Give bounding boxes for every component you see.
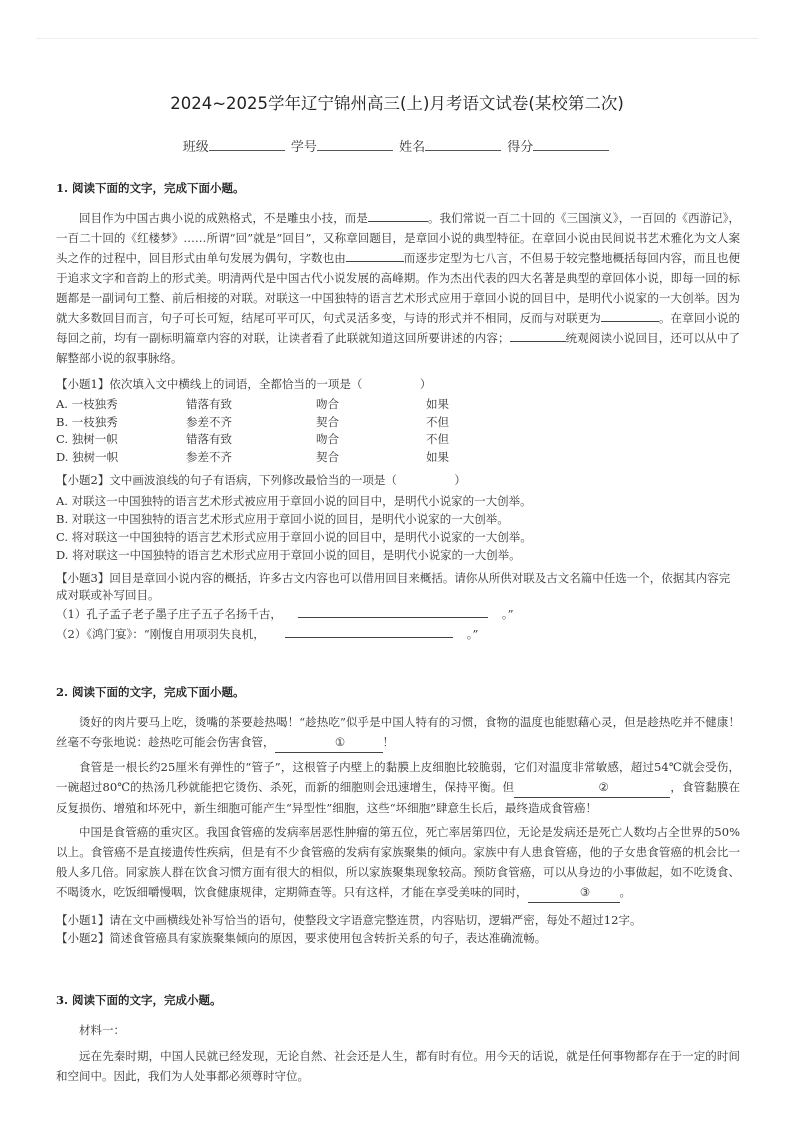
question-2-heading: 2. 阅读下面的文字，完成下面小题。	[56, 685, 245, 699]
score-blank[interactable]	[533, 138, 609, 151]
blank-3[interactable]: ③	[528, 882, 620, 903]
subquestion-2-1: 【小题1】请在文中画横线处补写恰当的语句，使整段文字语意完整连贯，内容贴切，逻辑严密，每处不超过12字。	[56, 913, 642, 927]
blank-4[interactable]	[510, 328, 566, 342]
option-a[interactable]: A. 一枝独秀 错落有致 吻合 如果	[56, 397, 449, 411]
top-divider	[36, 38, 758, 39]
subquestion-1-1: 【小题1】依次填入文中横线上的词语，全都恰当的一项是（ ）	[56, 377, 432, 391]
material-1-label: 材料一：	[79, 1023, 125, 1037]
question-1	[56, 180, 740, 644]
name-blank[interactable]	[425, 138, 501, 151]
class-blank[interactable]	[209, 138, 285, 151]
blank-3[interactable]	[601, 308, 659, 322]
name-label: 姓名	[399, 140, 426, 155]
option-d[interactable]: D. 将对联这一中国独特的语言艺术形式应用于章回小说的回目，是明代小说家的一大创举。	[56, 548, 521, 562]
blank-1[interactable]	[368, 208, 428, 222]
couplet-answer-2[interactable]	[285, 624, 453, 638]
option-b[interactable]: B. 对联这一中国独特的语言艺术形式应用于章回小说的回目，是明代小说家的一大创举。	[56, 512, 509, 526]
material-1-paragraph-1: 远在先秦时期，中国人民就已经发现，无论自然、社会还是人生，都有时有位。用今天的话说，就是任何事物都存在于一定的时间和空间中。因此，我们为人处事都必须尊时守位。	[56, 1049, 740, 1083]
question-2-paragraph-2: 食管是一根长约25厘米有弹性的“管子”，这根管子内壁上的黏膜上皮细胞比较脆弱，它们对温度非常敏感，超过54℃就会受伤，一碗超过80℃的热汤几秒就能把它烫伤、杀死，而新的细胞则会迅速增生，保持平衡。但 ② ，食管黏膜在反复损伤、增殖和坏死中，新生细胞可能产生“异型性”细胞，这些“坏细胞”肆意生长后，最终造成食管癌！	[56, 760, 741, 815]
subquestion-2-2: 【小题2】简述食管癌具有家族聚集倾向的原因，要求使用包含转折关系的句子，表达准确流畅。	[56, 931, 547, 945]
blank-2[interactable]	[346, 248, 404, 262]
option-c[interactable]: C. 将对联这一中国独特的语言艺术形式应用于章回小说的回目中，是明代小说家的一大创举。	[56, 530, 532, 544]
student-id-blank[interactable]	[317, 138, 393, 151]
blank-2[interactable]: ②	[514, 777, 670, 798]
score-label: 得分	[507, 140, 534, 155]
subquestion-1-1-options	[56, 396, 740, 466]
option-a[interactable]: A. 对联这一中国独特的语言艺术形式被应用于章回小说的回目中，是明代小说家的一大创举。	[56, 494, 532, 508]
question-1-heading: 1. 阅读下面的文字，完成下面小题。	[56, 181, 245, 195]
question-2-paragraph-1: 烫好的肉片要马上吃，烫嘴的茶要趁热喝！“趁热吃”似乎是中国人特有的习惯，食物的温度也能慰藉心灵，但是趁热吃并不健康！丝毫不夸张地说：趁热吃可能会伤害食管， ① ！	[56, 712, 740, 753]
class-label: 班级	[182, 140, 209, 155]
subquestion-1-2-options	[56, 492, 740, 564]
student-id-label: 学号	[290, 140, 317, 155]
subquestion-1-3: 【小题3】回目是章回小说内容的概括，许多古文内容也可以借用回目来概括。请你从所供对联及古文名篇中任选一个，依据其内容完成对联或补写回目。	[56, 571, 731, 602]
question-3-heading: 3. 阅读下面的文字，完成小题。	[56, 993, 222, 1007]
couplet-fill-2: （2）《鸿门宴》：“刚愎自用项羽失良机， 。”	[56, 624, 740, 644]
option-d[interactable]: D. 独树一帜 参差不齐 契合 如果	[56, 449, 449, 464]
couplet-fill-1: （1）孔子孟子老子墨子庄子五子名扬千古， 。”	[56, 604, 740, 624]
question-2	[56, 684, 740, 947]
page-title: 2024~2025学年辽宁锦州高三(上)月考语文试卷(某校第二次)	[170, 94, 624, 113]
question-3	[56, 992, 740, 1086]
question-2-paragraph-3: 中国是食管癌的重灾区。我国食管癌的发病率居恶性肿瘤的第五位，死亡率居第四位，无论是发病还是死亡人数均占全世界的50%以上。食管癌不是直接遗传性疾病，但是有不少食管癌的发病有家族聚集的倾向。家族中有人患食管癌，他的子女患食管癌的机会比一般人多几倍。同家族人群在饮食习惯方面有很大的相似，所以家族聚集现象较高。预防食管癌，可以从身边的小事做起，如不吃烫食、不喝烫水，吃饭细嚼慢咽，饮食健康规律，定期筛查等。只有这样，才能在享受美味的同时， ③ 。	[56, 822, 740, 903]
student-info-row	[0, 136, 794, 155]
question-1-passage: 回目作为中国古典小说的成熟格式，不是雕虫小技，而是 。我们常说一百二十回的《三国演义》，一百回的《西游记》，一百二十回的《红楼梦》……所谓“回”就是“回目”，又称章回题目，是章回小说的典型特征。在章回小说由民间说书艺术雅化为文人案头之作的过程中，回目形式由单句发展为偶句，字数也由 而逐步定型为七八言，不但易于较完整地概括每回内容，而且也便于追求文字和音韵上的形式美。明清两代是中国古代小说发展的高峰期。作为杰出代表的四大名著是典型的章回体小说，即每一回的标题都是一副词句工整、前后相接的对联。对联这一中国独特的语言艺术形式应用于章回小说的回目中，是明代小说家的一大创举。因为就大多数回目而言，句子可长可短，结尾可平可仄，句式灵活多变，与诗的形式并不相同，反而与对联更为 。在章回小说的每回之前，均有一副标明篇章内容的对联，让读者看了此联就知道这回所要讲述的内容； 统观阅读小说回目，还可以从中了解整部小说的叙事脉络。	[56, 208, 740, 368]
subquestion-1-2: 【小题2】文中画波浪线的句子有语病，下列修改最恰当的一项是（ ）	[56, 473, 466, 487]
couplet-answer-1[interactable]	[298, 604, 488, 618]
blank-1[interactable]: ①	[275, 732, 383, 753]
option-c[interactable]: C. 独树一帜 错落有致 吻合 不但	[56, 432, 449, 446]
option-b[interactable]: B. 一枝独秀 参差不齐 契合 不但	[56, 414, 449, 429]
